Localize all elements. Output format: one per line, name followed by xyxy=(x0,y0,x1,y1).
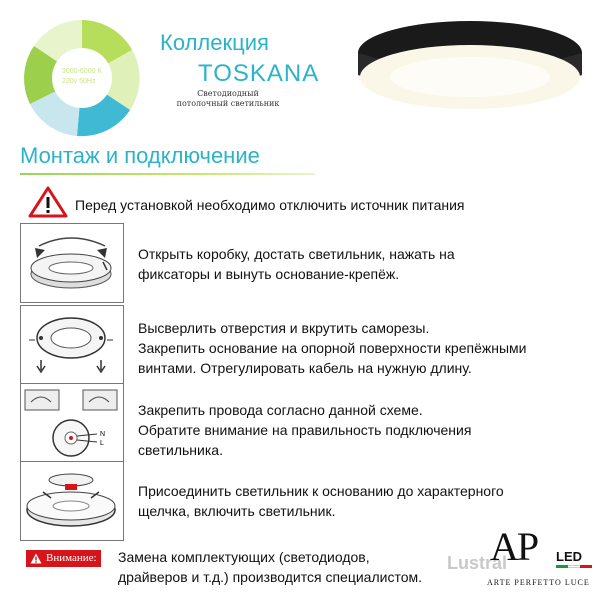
step-4-text xyxy=(138,481,598,521)
collection-label: Коллекция xyxy=(160,30,269,55)
attention-badge xyxy=(26,550,101,567)
step-2-line-2: Закрепить основание на опорной поверхности крепёжными xyxy=(138,340,527,356)
step-1-diagram xyxy=(20,223,124,303)
attach-lamp-diagram-icon xyxy=(21,462,123,540)
step-3-line-1: Закрепить провода согласно данной схеме. xyxy=(138,402,423,418)
lustra-watermark: Lustral xyxy=(447,553,508,573)
step-1-line-2: фиксаторы и вынуть основание-крепёж. xyxy=(138,266,400,282)
step-4-line-2: щелчка, включить светильник. xyxy=(138,503,336,519)
neutral-wire-label: N xyxy=(100,431,106,438)
product-subtitle xyxy=(168,89,288,109)
notice-line-2: драйверов и т.д.) производится специалистом. xyxy=(118,569,423,585)
drill-base-diagram-icon xyxy=(21,306,123,384)
open-box-diagram-icon xyxy=(21,224,123,302)
step-2-text xyxy=(138,318,598,378)
step-2-line-1: Высверлить отверстия и вкрутить саморезы. xyxy=(138,320,430,336)
wiring-diagram-icon xyxy=(21,384,123,462)
section-title: Монтаж и подключение xyxy=(20,143,260,168)
step-3-diagram xyxy=(20,383,124,463)
warning-text: Перед установкой необходимо отключить источник питания xyxy=(75,197,465,213)
step-3-text xyxy=(138,400,598,460)
italian-flag-stripe xyxy=(556,565,592,568)
step-4-line-1: Присоединить светильник к основанию до характерного xyxy=(138,483,504,499)
brand-tagline: ARTE PERFETTO LUCE xyxy=(487,578,590,587)
badge-warning-icon xyxy=(30,553,42,564)
subtitle-line-2: потолочный светильник xyxy=(176,99,280,108)
lamp-product-image xyxy=(345,15,585,115)
warning-triangle-icon xyxy=(28,186,68,218)
subtitle-line-1: Светодиодный xyxy=(197,89,259,98)
section-underline xyxy=(20,173,315,175)
collection-name: TOSKANA xyxy=(198,60,320,87)
live-wire-label: L xyxy=(100,440,104,447)
step-3-line-3: светильника. xyxy=(138,442,223,458)
step-2-line-3: винтами. Отрегулировать кабель на нужную длину. xyxy=(138,360,472,376)
notice-line-1: Замена комплектующих (светодиодов, xyxy=(118,549,370,565)
notice-text xyxy=(118,547,478,587)
attention-badge-label: Внимание: xyxy=(46,552,97,564)
step-2-diagram xyxy=(20,305,124,385)
step-4-diagram xyxy=(20,461,124,541)
brand-led-label: LED xyxy=(556,549,582,564)
emblem-temp: 3000-6000 K xyxy=(62,68,103,75)
step-3-line-2: Обратите внимание на правильность подключения xyxy=(138,422,472,438)
step-1-line-1: Открыть коробку, достать светильник, нажать на xyxy=(138,246,455,262)
step-1-text xyxy=(138,244,598,284)
brand-logo: AP xyxy=(490,524,538,569)
emblem-power: 220v 50Hz xyxy=(62,78,96,85)
